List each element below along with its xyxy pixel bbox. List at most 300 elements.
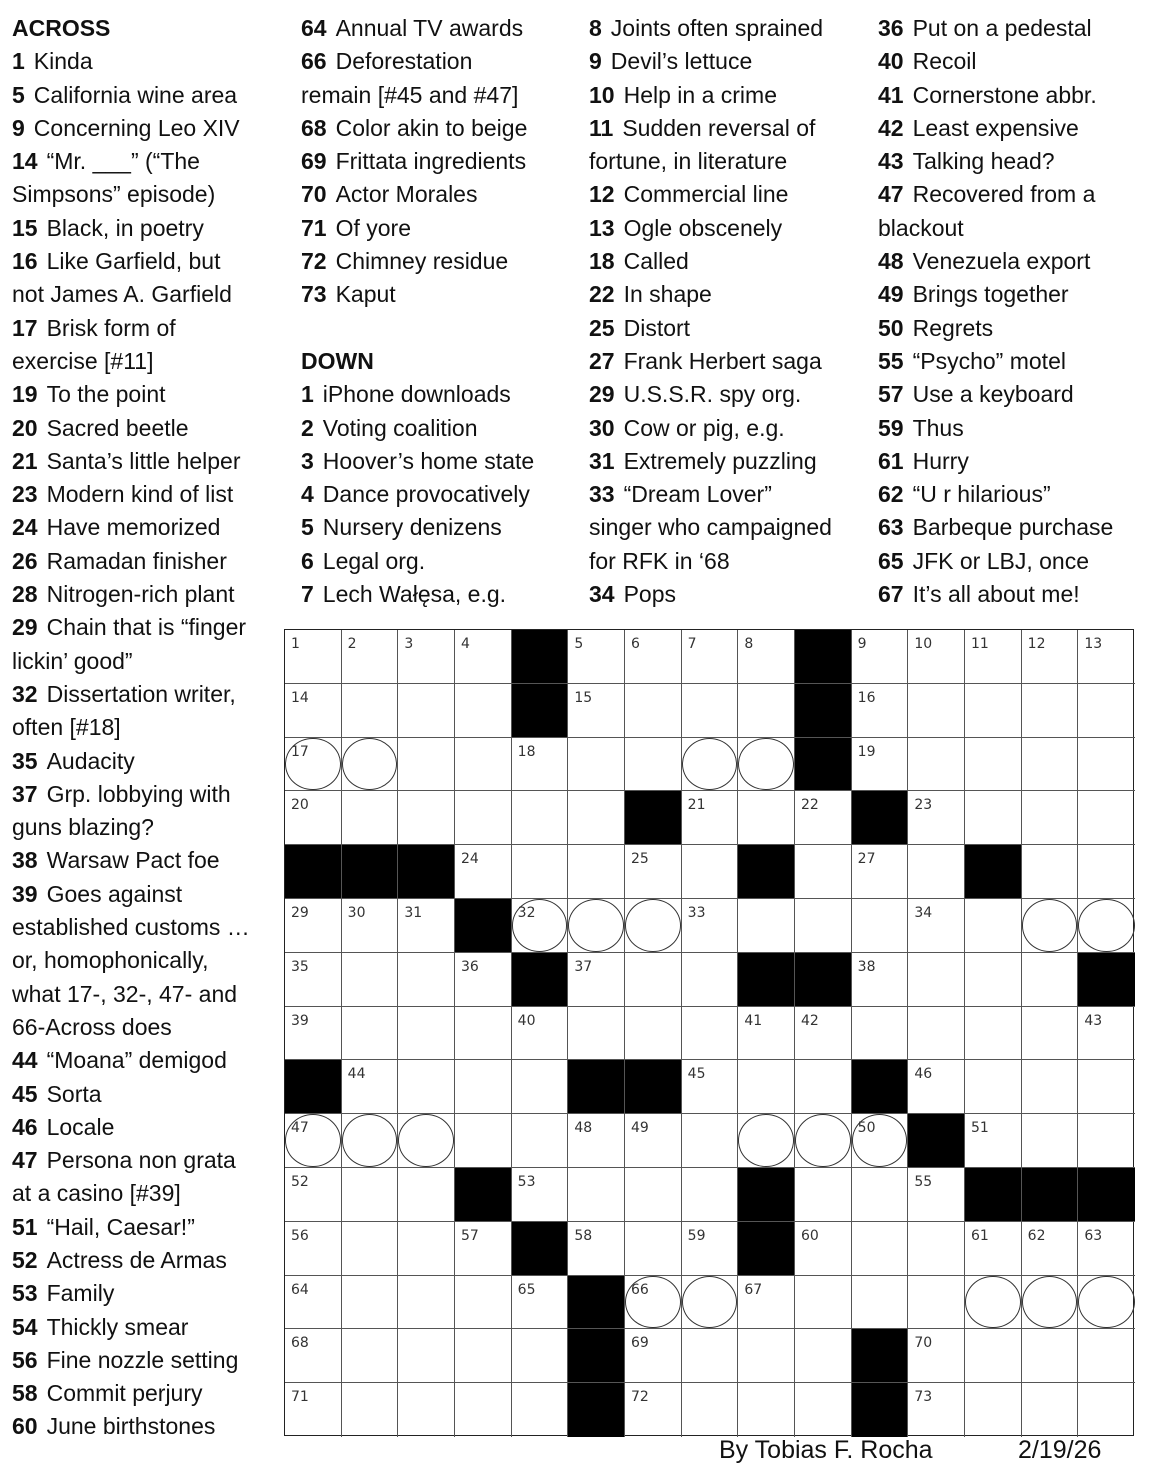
clue-text: Warsaw Pact foe xyxy=(46,847,220,874)
grid-cell[interactable] xyxy=(682,845,739,899)
clue xyxy=(301,445,534,478)
black-square xyxy=(512,630,569,684)
grid-cell[interactable] xyxy=(852,1276,909,1330)
grid-cell[interactable] xyxy=(342,953,399,1007)
grid-cell[interactable] xyxy=(342,1276,399,1330)
clue xyxy=(878,112,1113,145)
grid-cell[interactable] xyxy=(398,1222,455,1276)
grid-cell[interactable] xyxy=(285,684,342,738)
clue-number: 13 xyxy=(589,214,615,241)
grid-cell[interactable] xyxy=(852,845,909,899)
grid-cell[interactable] xyxy=(965,1060,1022,1114)
grid-cell[interactable] xyxy=(455,845,512,899)
grid-cell[interactable] xyxy=(682,1060,739,1114)
grid-cell[interactable] xyxy=(852,684,909,738)
clue-text: Goes against xyxy=(46,880,183,907)
clue xyxy=(878,245,1113,278)
grid-cell[interactable] xyxy=(1022,1276,1079,1330)
clue-text: “Mr. ___” (“The xyxy=(46,148,200,175)
clue-text: Color akin to beige xyxy=(335,114,528,141)
clue xyxy=(878,445,1113,478)
cell-number: 3 xyxy=(404,636,414,652)
cell-number: 52 xyxy=(291,1174,309,1190)
grid-cell[interactable] xyxy=(625,684,682,738)
grid-cell[interactable] xyxy=(965,1383,1022,1437)
grid-cell[interactable] xyxy=(1022,1383,1079,1437)
grid-cell[interactable] xyxy=(852,953,909,1007)
circle-marker xyxy=(1078,1276,1135,1329)
grid-cell[interactable] xyxy=(342,1383,399,1437)
grid-cell[interactable] xyxy=(738,684,795,738)
black-square xyxy=(625,1060,682,1114)
clue-number: 20 xyxy=(12,414,38,441)
grid-cell[interactable] xyxy=(512,1060,569,1114)
clue xyxy=(12,878,250,911)
clue-number: 32 xyxy=(12,680,38,707)
grid-cell[interactable] xyxy=(342,899,399,953)
clue-number: 54 xyxy=(12,1313,38,1340)
grid-cell[interactable] xyxy=(682,899,739,953)
grid-cell[interactable] xyxy=(795,791,852,845)
clue-column-4 xyxy=(878,12,1113,611)
grid-cell[interactable] xyxy=(795,1222,852,1276)
grid-cell[interactable] xyxy=(1022,791,1079,845)
grid-cell[interactable] xyxy=(908,899,965,953)
grid-cell[interactable] xyxy=(512,1383,569,1437)
cell-number: 57 xyxy=(461,1227,479,1244)
grid-cell[interactable] xyxy=(908,791,965,845)
clue-number: 62 xyxy=(878,481,904,508)
grid-cell[interactable] xyxy=(795,1114,852,1168)
cell-number: 34 xyxy=(914,905,933,921)
grid-cell[interactable] xyxy=(1078,738,1135,792)
grid-cell[interactable] xyxy=(1078,1222,1135,1276)
grid-cell[interactable] xyxy=(342,630,399,684)
grid-cell[interactable] xyxy=(965,953,1022,1007)
grid-cell[interactable] xyxy=(342,1060,399,1114)
grid-cell[interactable] xyxy=(285,791,342,845)
grid-cell[interactable] xyxy=(908,1383,965,1437)
grid-cell[interactable] xyxy=(852,899,909,953)
grid-cell[interactable] xyxy=(1078,1383,1135,1437)
clue xyxy=(12,1244,250,1277)
clue-number: 10 xyxy=(589,81,615,108)
clue-number: 19 xyxy=(12,381,38,408)
grid-cell[interactable] xyxy=(398,630,455,684)
clue xyxy=(12,678,250,711)
grid-cell[interactable] xyxy=(568,630,625,684)
grid-cell[interactable] xyxy=(342,1114,399,1168)
grid-cell[interactable] xyxy=(455,1383,512,1437)
grid-cell[interactable] xyxy=(795,899,852,953)
clue-number: 14 xyxy=(12,148,38,175)
grid-cell[interactable] xyxy=(682,953,739,1007)
clue-text: Cow or pig, e.g. xyxy=(623,414,785,441)
grid-cell[interactable] xyxy=(682,1222,739,1276)
black-square xyxy=(455,1168,512,1222)
grid-cell[interactable] xyxy=(512,791,569,845)
grid-cell[interactable] xyxy=(965,1114,1022,1168)
grid-cell[interactable] xyxy=(625,1383,682,1437)
grid-cell[interactable] xyxy=(908,1276,965,1330)
clue xyxy=(12,1277,250,1310)
black-square xyxy=(795,630,852,684)
grid-cell[interactable] xyxy=(455,1329,512,1383)
grid-cell[interactable] xyxy=(568,1007,625,1061)
clue xyxy=(12,844,250,877)
grid-cell[interactable] xyxy=(625,630,682,684)
cell-number: 66 xyxy=(631,1281,649,1298)
grid-cell[interactable] xyxy=(1078,630,1135,684)
grid-cell[interactable] xyxy=(455,684,512,738)
grid-cell[interactable] xyxy=(682,1276,739,1330)
grid-cell[interactable] xyxy=(738,1329,795,1383)
grid-cell[interactable] xyxy=(625,845,682,899)
grid-cell[interactable] xyxy=(1022,630,1079,684)
black-square xyxy=(568,1383,625,1437)
black-square xyxy=(852,1383,909,1437)
grid-cell[interactable] xyxy=(852,1007,909,1061)
grid-cell[interactable] xyxy=(455,738,512,792)
grid-cell[interactable] xyxy=(285,1222,342,1276)
black-square xyxy=(795,684,852,738)
grid-cell[interactable] xyxy=(398,1060,455,1114)
cell-number: 27 xyxy=(857,851,876,868)
grid-cell[interactable] xyxy=(398,684,455,738)
grid-cell[interactable] xyxy=(625,953,682,1007)
grid-cell[interactable] xyxy=(568,738,625,792)
grid-cell[interactable] xyxy=(285,1276,342,1330)
clue-text: To the point xyxy=(46,381,166,408)
clue-text: Persona non grata xyxy=(46,1147,236,1174)
grid-cell[interactable] xyxy=(625,1168,682,1222)
grid-cell[interactable] xyxy=(1078,791,1135,845)
grid-cell[interactable] xyxy=(285,738,342,792)
grid-cell[interactable] xyxy=(625,1276,682,1330)
grid-cell[interactable] xyxy=(455,953,512,1007)
grid-cell[interactable] xyxy=(1022,1007,1079,1061)
clue xyxy=(12,112,250,145)
grid-cell[interactable] xyxy=(512,1114,569,1168)
cell-number: 59 xyxy=(687,1227,706,1244)
grid-cell[interactable] xyxy=(738,1383,795,1437)
grid-cell[interactable] xyxy=(625,1222,682,1276)
grid-cell[interactable] xyxy=(965,684,1022,738)
clue-number: 48 xyxy=(878,248,904,275)
grid-cell[interactable] xyxy=(852,1114,909,1168)
grid-cell[interactable] xyxy=(738,899,795,953)
grid-cell[interactable] xyxy=(965,738,1022,792)
cell-number: 45 xyxy=(687,1066,706,1083)
grid-cell[interactable] xyxy=(1022,953,1079,1007)
circle-marker xyxy=(1022,899,1078,952)
grid-cell[interactable] xyxy=(625,738,682,792)
cell-number: 61 xyxy=(971,1227,989,1244)
grid-cell[interactable] xyxy=(342,1168,399,1222)
grid-cell[interactable] xyxy=(285,953,342,1007)
grid-cell[interactable] xyxy=(1078,1329,1135,1383)
grid-cell[interactable] xyxy=(342,738,399,792)
grid-cell[interactable] xyxy=(625,1007,682,1061)
grid-cell[interactable] xyxy=(342,1329,399,1383)
clue-continuation: or, homophonically, xyxy=(12,947,209,974)
grid-cell[interactable] xyxy=(568,899,625,953)
grid-cell[interactable] xyxy=(512,899,569,953)
cell-number: 60 xyxy=(801,1227,819,1244)
grid-cell[interactable] xyxy=(682,1168,739,1222)
grid-cell[interactable] xyxy=(738,1276,795,1330)
clue-number: 26 xyxy=(12,547,38,574)
grid-cell[interactable] xyxy=(852,630,909,684)
grid-cell[interactable] xyxy=(285,899,342,953)
grid-cell[interactable] xyxy=(852,1222,909,1276)
grid-cell[interactable] xyxy=(1022,1060,1079,1114)
grid-cell[interactable] xyxy=(738,738,795,792)
grid-cell[interactable] xyxy=(342,1222,399,1276)
grid-cell[interactable] xyxy=(285,1168,342,1222)
grid-cell[interactable] xyxy=(1078,1114,1135,1168)
grid-cell[interactable] xyxy=(682,1383,739,1437)
clue-number: 15 xyxy=(12,214,38,241)
cell-number: 35 xyxy=(291,958,309,975)
clue xyxy=(878,478,1113,511)
clue-text: Legal org. xyxy=(322,547,426,574)
grid-cell[interactable] xyxy=(568,1222,625,1276)
clue xyxy=(12,1311,250,1344)
cell-number: 37 xyxy=(574,958,593,975)
grid-cell[interactable] xyxy=(682,630,739,684)
grid-cell[interactable] xyxy=(568,953,625,1007)
clue-text: Family xyxy=(46,1280,115,1307)
grid-cell[interactable] xyxy=(738,1060,795,1114)
grid-cell[interactable] xyxy=(285,1007,342,1061)
grid-cell[interactable] xyxy=(852,1168,909,1222)
grid-cell[interactable] xyxy=(908,738,965,792)
grid-cell[interactable] xyxy=(908,1222,965,1276)
cell-number: 68 xyxy=(291,1335,309,1352)
grid-cell[interactable] xyxy=(682,1329,739,1383)
clue-text: Black, in poetry xyxy=(46,214,204,241)
cell-number: 14 xyxy=(291,689,309,706)
grid-cell[interactable] xyxy=(1078,1007,1135,1061)
grid-cell[interactable] xyxy=(455,1276,512,1330)
grid-cell[interactable] xyxy=(285,1114,342,1168)
grid-cell[interactable] xyxy=(625,899,682,953)
clue xyxy=(12,611,250,644)
grid-cell[interactable] xyxy=(398,1276,455,1330)
clue xyxy=(878,511,1113,544)
grid-cell[interactable] xyxy=(398,899,455,953)
clue-number: 28 xyxy=(12,581,38,608)
black-square xyxy=(852,1329,909,1383)
grid-cell[interactable] xyxy=(568,1114,625,1168)
circle-marker xyxy=(398,1114,454,1167)
cell-number: 49 xyxy=(631,1120,649,1137)
grid-cell[interactable] xyxy=(455,1222,512,1276)
clue-text: Kaput xyxy=(335,281,396,308)
grid-cell[interactable] xyxy=(682,684,739,738)
grid-cell[interactable] xyxy=(1022,684,1079,738)
clue xyxy=(301,112,534,145)
clue-number: 8 xyxy=(589,15,602,41)
grid-cell[interactable] xyxy=(908,1329,965,1383)
grid-cell[interactable] xyxy=(625,1114,682,1168)
clue-number: 47 xyxy=(878,181,904,208)
grid-cell[interactable] xyxy=(1022,1222,1079,1276)
grid-cell[interactable] xyxy=(1022,1114,1079,1168)
grid-cell[interactable] xyxy=(908,845,965,899)
grid-cell[interactable] xyxy=(512,845,569,899)
clue-text: Nitrogen-rich plant xyxy=(46,581,235,608)
grid-cell[interactable] xyxy=(342,791,399,845)
grid-cell[interactable] xyxy=(908,953,965,1007)
grid-cell[interactable] xyxy=(455,791,512,845)
grid-cell[interactable] xyxy=(285,1329,342,1383)
clue-text: Santa’s little helper xyxy=(46,447,241,474)
grid-cell[interactable] xyxy=(738,791,795,845)
clue-continuation: remain [#45 and #47] xyxy=(301,81,519,108)
clue xyxy=(301,145,534,178)
grid-cell[interactable] xyxy=(568,791,625,845)
grid-cell[interactable] xyxy=(512,1168,569,1222)
grid-cell[interactable] xyxy=(965,791,1022,845)
grid-cell[interactable] xyxy=(1022,1329,1079,1383)
clue-number: 22 xyxy=(589,281,615,308)
grid-cell[interactable] xyxy=(908,1007,965,1061)
grid-cell[interactable] xyxy=(738,1114,795,1168)
clue-number: 50 xyxy=(878,314,904,341)
black-square xyxy=(342,845,399,899)
grid-cell[interactable] xyxy=(625,1329,682,1383)
clue-number: 9 xyxy=(589,48,602,75)
grid-cell[interactable] xyxy=(682,1114,739,1168)
grid-cell[interactable] xyxy=(455,1060,512,1114)
grid-cell[interactable] xyxy=(852,738,909,792)
grid-cell[interactable] xyxy=(795,1007,852,1061)
puzzle-date: 2/19/26 xyxy=(1018,1436,1102,1464)
clue-text: Recovered from a xyxy=(912,181,1096,208)
grid-cell[interactable] xyxy=(682,738,739,792)
clue xyxy=(589,45,832,78)
clue-number: 69 xyxy=(301,148,327,175)
grid-cell[interactable] xyxy=(398,953,455,1007)
grid-cell[interactable] xyxy=(795,1276,852,1330)
grid-cell[interactable] xyxy=(398,1114,455,1168)
cell-number: 6 xyxy=(631,636,640,652)
clue xyxy=(589,312,832,345)
grid-cell[interactable] xyxy=(908,630,965,684)
grid-cell[interactable] xyxy=(795,1060,852,1114)
grid-cell[interactable] xyxy=(1078,684,1135,738)
cell-number: 16 xyxy=(857,689,876,706)
grid-cell[interactable] xyxy=(795,845,852,899)
grid-cell[interactable] xyxy=(342,1007,399,1061)
clue-number: 38 xyxy=(12,847,38,874)
grid-cell[interactable] xyxy=(342,684,399,738)
grid-cell[interactable] xyxy=(1022,899,1079,953)
grid-cell[interactable] xyxy=(285,1383,342,1437)
grid-cell[interactable] xyxy=(738,630,795,684)
byline: By Tobias F. Rocha xyxy=(719,1436,933,1464)
grid-cell[interactable] xyxy=(965,899,1022,953)
clue-text: Use a keyboard xyxy=(912,381,1074,408)
clue xyxy=(589,445,832,478)
clue xyxy=(589,412,832,445)
clue-text: Lech Wałęsa, e.g. xyxy=(322,581,507,608)
grid-cell[interactable] xyxy=(455,1114,512,1168)
grid-cell[interactable] xyxy=(398,1168,455,1222)
circle-marker xyxy=(1022,1276,1078,1329)
grid-cell[interactable] xyxy=(682,1007,739,1061)
grid-cell[interactable] xyxy=(908,1168,965,1222)
clue-number: 25 xyxy=(589,314,615,341)
grid-cell[interactable] xyxy=(795,1383,852,1437)
clue-number: 46 xyxy=(12,1113,38,1140)
clue-text: “Moana” demigod xyxy=(46,1047,227,1074)
grid-cell[interactable] xyxy=(738,1007,795,1061)
grid-cell[interactable] xyxy=(795,1329,852,1383)
grid-cell[interactable] xyxy=(398,1329,455,1383)
black-square xyxy=(738,953,795,1007)
grid-cell[interactable] xyxy=(908,1060,965,1114)
grid-cell[interactable] xyxy=(908,684,965,738)
clue-continuation: Simpsons” episode) xyxy=(12,181,216,208)
grid-cell[interactable] xyxy=(965,1276,1022,1330)
clue-number: 18 xyxy=(589,248,615,275)
grid-cell[interactable] xyxy=(568,684,625,738)
grid-cell[interactable] xyxy=(1078,1276,1135,1330)
grid-cell[interactable] xyxy=(512,1329,569,1383)
clue-text: In shape xyxy=(623,281,712,308)
grid-cell[interactable] xyxy=(1078,899,1135,953)
grid-cell[interactable] xyxy=(1078,845,1135,899)
grid-cell[interactable] xyxy=(965,1007,1022,1061)
grid-cell[interactable] xyxy=(398,791,455,845)
clue-text: Sudden reversal of xyxy=(622,114,816,141)
cell-number: 18 xyxy=(517,743,536,760)
clue xyxy=(301,412,534,445)
grid-cell[interactable] xyxy=(965,1329,1022,1383)
grid-cell[interactable] xyxy=(1022,845,1079,899)
clue-text: Brings together xyxy=(912,281,1069,308)
clue-text: Dance provocatively xyxy=(322,481,530,508)
grid-cell[interactable] xyxy=(455,1007,512,1061)
section-heading: ACROSS xyxy=(12,15,111,41)
grid-cell[interactable] xyxy=(398,1383,455,1437)
cell-number: 38 xyxy=(857,958,876,975)
cell-number: 41 xyxy=(744,1012,763,1029)
grid-cell[interactable] xyxy=(455,630,512,684)
black-square xyxy=(738,1168,795,1222)
grid-cell[interactable] xyxy=(965,630,1022,684)
grid-cell[interactable] xyxy=(795,1168,852,1222)
grid-cell[interactable] xyxy=(965,1222,1022,1276)
grid-cell[interactable] xyxy=(568,1168,625,1222)
grid-cell[interactable] xyxy=(568,845,625,899)
grid-cell[interactable] xyxy=(285,630,342,684)
grid-cell[interactable] xyxy=(512,1276,569,1330)
grid-cell[interactable] xyxy=(398,738,455,792)
grid-cell[interactable] xyxy=(682,791,739,845)
clue-text: Grp. lobbying with xyxy=(46,780,231,807)
grid-cell[interactable] xyxy=(512,738,569,792)
grid-cell[interactable] xyxy=(512,1007,569,1061)
clue-number: 63 xyxy=(878,514,904,541)
grid-cell[interactable] xyxy=(1078,1060,1135,1114)
grid-cell[interactable] xyxy=(398,1007,455,1061)
grid-cell[interactable] xyxy=(1022,738,1079,792)
clue xyxy=(589,12,832,45)
